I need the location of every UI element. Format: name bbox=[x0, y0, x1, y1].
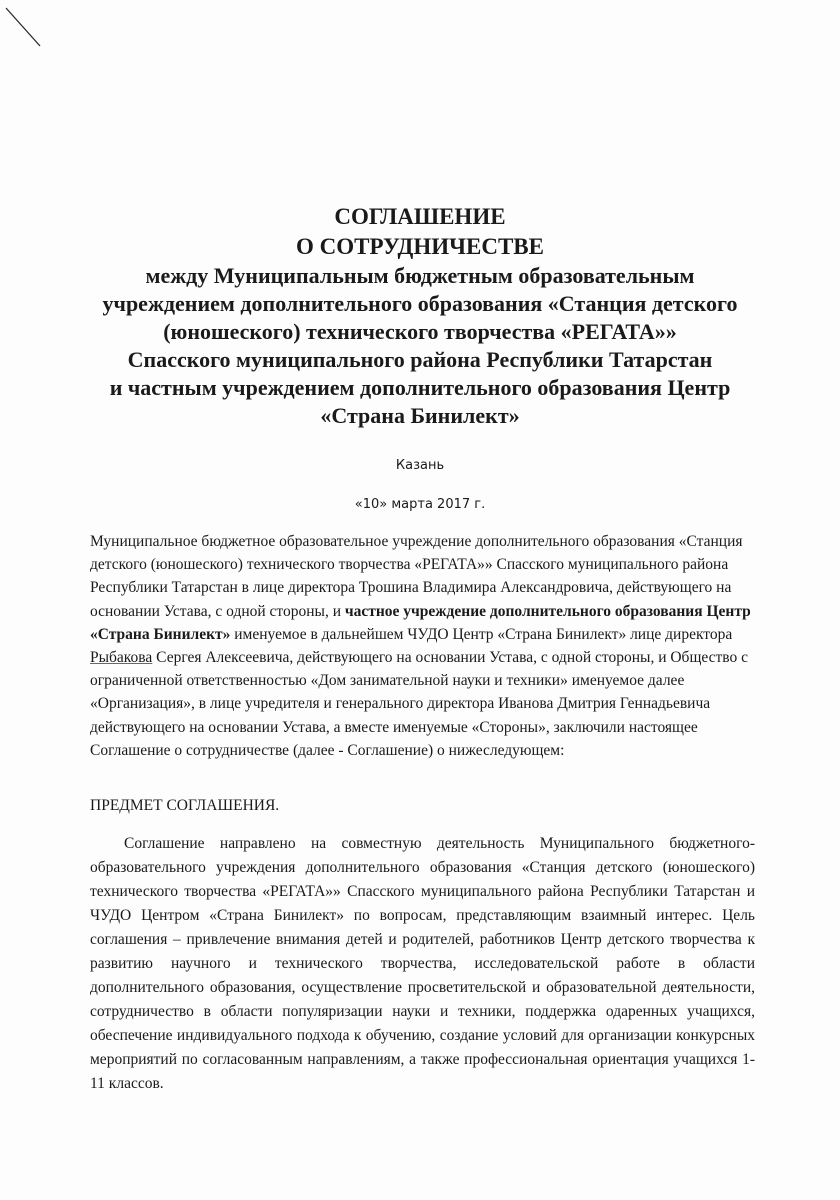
body-paragraph: Соглашение направлено на совместную деятельность Муниципального бюджетного-образовательного учреждения дополнительного образования «Станция детского (юношеского) технического творчества «РЕГАТА»» Спасского муниципального района Республики Татарстан и ЧУДО Центром «Страна Бинилект» по вопросам, представляющим взаимный интерес. Цель соглашения – привлечение внимания детей и родителей, работников Центр детского творчества к развитию научного и технического творчества, исследовательской работе в области дополнительного образования, осуществление просветительской и образовательной деятельности, сотрудничество в области популяризации науки и техники, поддержка одаренных учащихся, обеспечение индивидуального подхода к обучению, создание условий для организации конкурсных мероприятий по согласованным направлениям, а также профессиональная ориентация учащихся 1-11 классов. bbox=[90, 835, 755, 1092]
title-line-1: СОГЛАШЕНИЕ bbox=[334, 204, 506, 229]
section-heading: ПРЕДМЕТ СОГЛАШЕНИЯ. bbox=[90, 797, 280, 814]
intro-part-1: Муниципальное бюджетное образовательное учреждение дополнительного образования «Станция детского (юношеского) технического творчества «РЕГАТА»» Спасского муниципального района Республики Татарстан в лице директора Трошина Владимира Александровича, действующего на основании Устава, с одной стороны, и bbox=[90, 533, 743, 620]
corner-scan-mark bbox=[4, 6, 44, 50]
intro-paragraph bbox=[90, 530, 755, 762]
title-line-2: О СОТРУДНИЧЕСТВЕ bbox=[296, 234, 544, 259]
title-line-6: Спасского муниципального района Республики Татарстан bbox=[127, 347, 713, 372]
title-line-4: учреждением дополнительного образования «Станция детского bbox=[102, 291, 738, 316]
intro-bold-party: частное учреждение дополнительного образования Центр «Страна Бинилект» bbox=[90, 602, 751, 643]
date: «10» марта 2017 г. bbox=[354, 497, 486, 512]
intro-part-2: именуемое в дальнейшем ЧУДО Центр «Страна Бинилект» лице директора bbox=[230, 625, 733, 643]
title-line-5: (юношеского) технического творчества «РЕГАТА»» bbox=[163, 319, 677, 344]
title-line-8: «Страна Бинилект» bbox=[320, 403, 520, 428]
intro-underlined-name: Рыбакова bbox=[90, 649, 153, 667]
city: Казань bbox=[395, 458, 445, 473]
document-title bbox=[60, 202, 780, 430]
intro-part-3: Сергея Алексеевича, действующего на основании Устава, с одной стороны, и Общество с ограниченной ответственностью «Дом занимательной науки и техники» именуемое далее «Организация», в лице учредителя и генерального директора Иванова Дмитрия Геннадьевича действующего на основании Устава, а вместе именуемые «Стороны», заключили настоящее Соглашение о сотрудничестве (далее - Соглашение) о нижеследующем: bbox=[90, 649, 749, 759]
title-line-3: между Муниципальным бюджетным образовательным bbox=[145, 263, 695, 288]
title-line-7: и частным учреждением дополнительного образования Центр bbox=[109, 375, 731, 400]
